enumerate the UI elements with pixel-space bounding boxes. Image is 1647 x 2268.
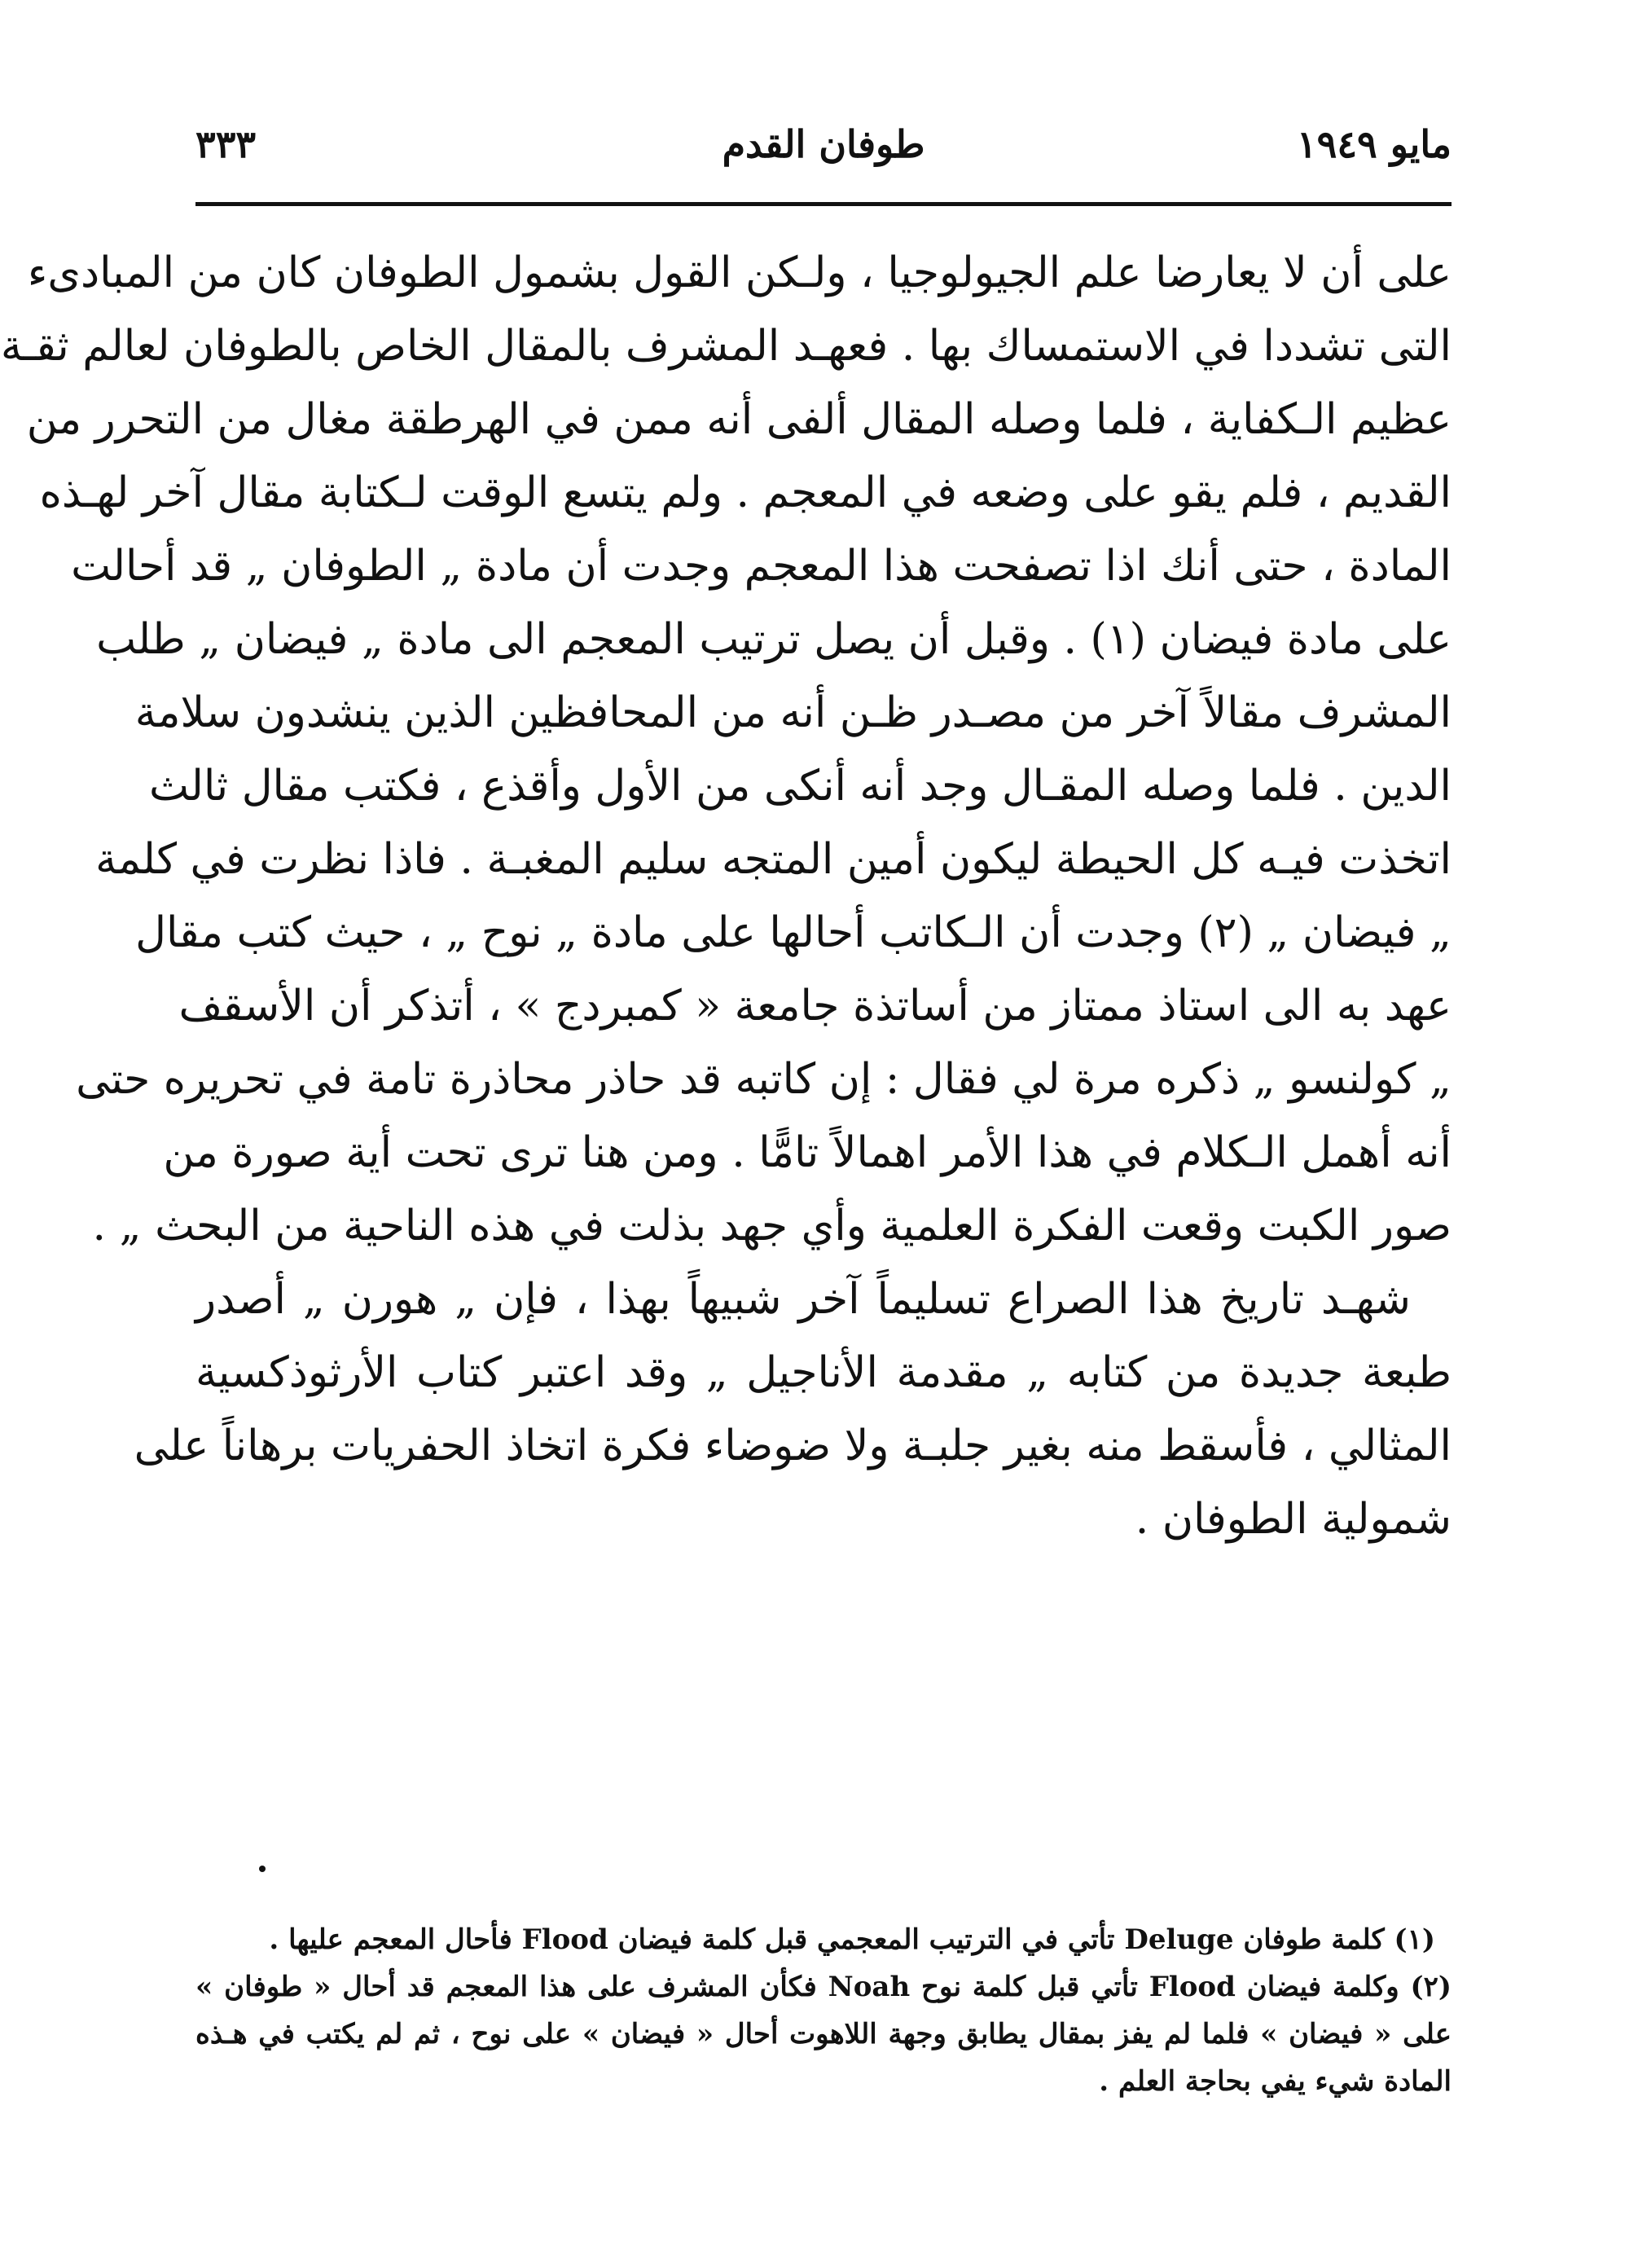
print-speck (259, 1866, 266, 1872)
text-line: القديم ، فلم يقو على وضعه في المعجم . ولم يتسع الوقت لـكتابة مقال آخر لهـذه (39, 468, 1452, 517)
text-line: شمولية الطوفان . (1135, 1495, 1452, 1544)
text-line: عهد به الى استاذ ممتاز من أساتذة جامعة « كمبردج » ، أتذكر أن الأسقف (178, 982, 1452, 1031)
page-number: ٣٣٣ (195, 122, 257, 166)
body-text (0, 236, 1452, 1556)
text-line: المشرف مقالاً آخر من مصـدر ظـن أنه من المحافظين الذين ينشدون سلامة (134, 688, 1452, 737)
text-line: المادة ، حتى أنك اذا تصفحت هذا المعجم وجدت أن مادة „ الطوفان „ قد أحالت (71, 542, 1452, 591)
text-line: طبعة جديدة من كتابه „ مقدمة الأناجيل „ وقد اعتبر كتاب الأرثوذكسية (195, 1348, 1452, 1397)
text-line: أنه أهمل الـكلام في هذا الأمر اهمالاً تامًّا . ومن هنا ترى تحت أية صورة من (163, 1128, 1452, 1177)
text-line: عظيم الـكفاية ، فلما وصله المقال ألفى أنه ممن في الهرطقة مغال من التحرر من (26, 395, 1452, 444)
footnote-2-line: (٢) وكلمة فيضان Flood تأتي قبل كلمة نوح Noah فكأن المشرف على هذا المعجم قد أحال « طوفان » (195, 1971, 1452, 2003)
text-line: الدين . فلما وصله المقـال وجد أنه أنكى من الأول وأقذع ، فكتب مقال ثالث (148, 762, 1452, 811)
text-line: على أن لا يعارضا علم الجيولوجيا ، ولـكن القول بشمول الطوفان كان من المبادىء (27, 248, 1452, 297)
header-date: مايو ١٩٤٩ (1296, 122, 1452, 166)
running-title: طوفان القدم (722, 122, 925, 166)
page-header (195, 122, 1452, 179)
text-line: التى تشددا في الاستمساك بها . فعهـد المشرف بالمقال الخاص بالطوفان لعالم ثقـة (0, 322, 1452, 371)
footnote-2-line: المادة شيء يفي بحاجة العلم . (1099, 2065, 1452, 2098)
text-line: „ كولنسو „ ذكره مرة لي فقال : إن كاتبه قد حاذر محاذرة تامة في تحريره حتى (76, 1055, 1452, 1104)
footnote-2-line: على « فيضان » فلما لم يفز بمقال يطابق وجهة اللاهوت أحال « فيضان » على نوح ، ثم لم يكتب في هـذه (195, 2018, 1452, 2050)
footnotes (195, 1916, 1452, 2105)
text-line: صور الكبت وقعت الفكرة العلمية وأي جهد بذلت في هذه الناحية من البحث „ . (92, 1202, 1452, 1250)
footnote-1: (١) كلمة طوفان Deluge تأتي في الترتيب المعجمي قبل كلمة فيضان Flood فأحال المعجم عليها . (269, 1923, 1435, 1956)
text-line: على مادة فيضان (١) . وقبل أن يصل ترتيب المعجم الى مادة „ فيضان „ طلب (96, 615, 1452, 664)
header-rule (195, 202, 1452, 206)
text-line: „ فيضان „ (٢) وجدت أن الـكاتب أحالها على مادة „ نوح „ ، حيث كتب مقال (135, 908, 1452, 957)
text-line: اتخذت فيـه كل الحيطة ليكون أمين المتجه سليم المغبـة . فاذا نظرت في كلمة (95, 835, 1452, 884)
text-line: شهـد تاريخ هذا الصراع تسليماً آخر شبيهاً بهذا ، فإن „ هورن „ أصدر (195, 1275, 1411, 1324)
text-line: المثالي ، فأسقط منه بغير جلبـة ولا ضوضاء فكرة اتخاذ الحفريات برهاناً على (134, 1422, 1452, 1470)
